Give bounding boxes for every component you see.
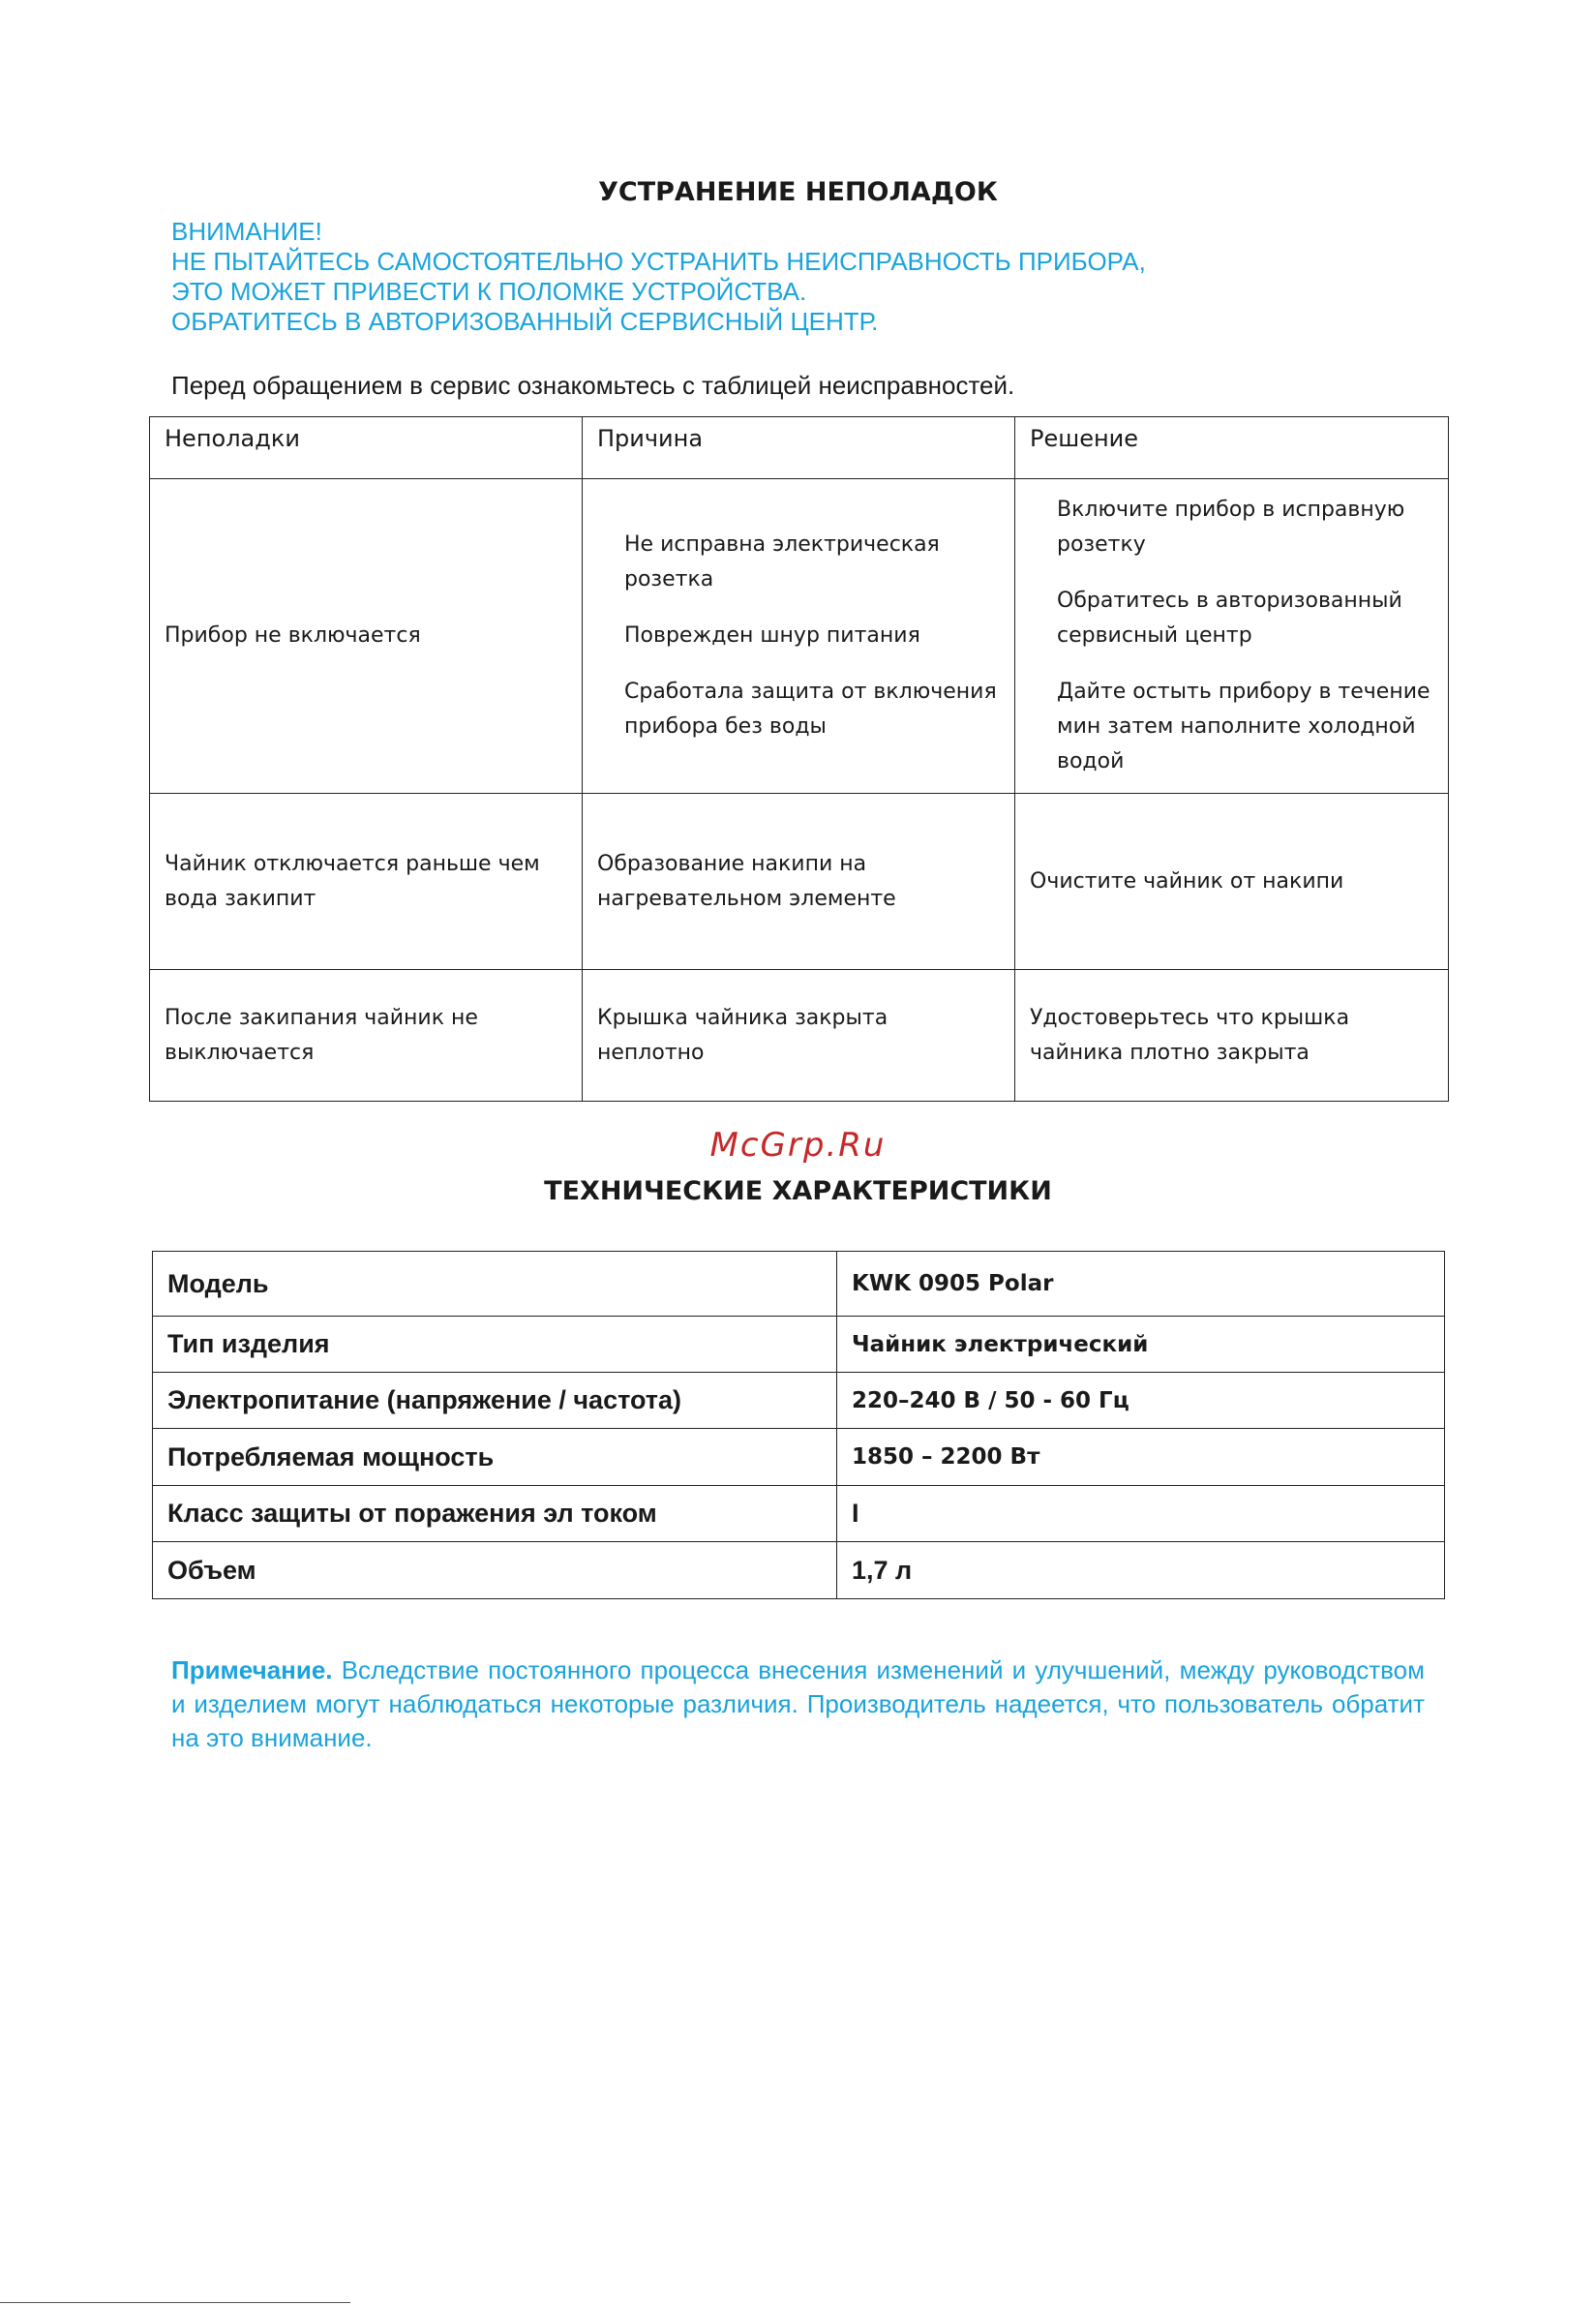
- note-paragraph: [171, 1653, 1425, 1755]
- table-row: [150, 794, 1449, 970]
- spec-value: KWK 0905 Polar: [837, 1252, 1445, 1317]
- spec-label: Тип изделия: [153, 1317, 837, 1373]
- spec-value: 1850 – 2200 Вт: [837, 1429, 1445, 1486]
- header-solution: Решение: [1015, 417, 1449, 479]
- table-row: [153, 1373, 1445, 1429]
- spec-label: Электропитание (напряжение / частота): [153, 1373, 837, 1429]
- table-row: [153, 1317, 1445, 1373]
- cause-cell: [583, 479, 1015, 794]
- header-cause: Причина: [583, 417, 1015, 479]
- cause-item: Сработала защита от включения прибора без воды: [624, 680, 997, 739]
- solution-line: мин затем наполните холодной водой: [1057, 714, 1416, 773]
- cause-cell: Крышка чайника закрыта неплотно: [583, 970, 1015, 1102]
- header-problems: Неполадки: [150, 417, 583, 479]
- table-row: [150, 970, 1449, 1102]
- specs-table: [152, 1251, 1445, 1599]
- solution-item: [1030, 675, 1433, 779]
- solution-item: Включите прибор в исправную розетку: [1057, 498, 1405, 557]
- spec-label: Объем: [153, 1542, 837, 1599]
- footer-divider: [0, 2302, 350, 2303]
- watermark-logo: McGrp.Ru: [709, 1126, 887, 1165]
- spec-label: Потребляемая мощность: [153, 1429, 837, 1486]
- warning-line: НЕ ПЫТАЙТЕСЬ САМОСТОЯТЕЛЬНО УСТРАНИТЬ НЕИСПРАВНОСТЬ ПРИБОРА,: [171, 247, 1146, 276]
- warning-line: ЭТО МОЖЕТ ПРИВЕСТИ К ПОЛОМКЕ УСТРОЙСТВА.: [171, 277, 807, 306]
- spec-value: I: [837, 1486, 1445, 1542]
- table-row: [153, 1429, 1445, 1486]
- note-text: Вследствие постоянного процесса внесения изменений и улучшений, между руководством и изделием могут наблюдаться некоторые различия. Производитель надеется, что пользователь обратит на это внимание.: [171, 1655, 1425, 1752]
- solution-cell: Удостоверьтесь что крышка чайника плотно закрыта: [1015, 970, 1449, 1102]
- specs-title: ТЕХНИЧЕСКИЕ ХАРАКТЕРИСТИКИ: [544, 1176, 1052, 1206]
- problem-cell: Прибор не включается: [150, 479, 583, 794]
- table-row: [150, 479, 1449, 794]
- solution-line: Дайте остыть прибору в течение: [1057, 680, 1430, 704]
- warning-line: ОБРАТИТЕСЬ В АВТОРИЗОВАННЫЙ СЕРВИСНЫЙ ЦЕНТР.: [171, 307, 879, 336]
- spec-label: Класс защиты от поражения эл током: [153, 1486, 837, 1542]
- solution-cell: Очистите чайник от накипи: [1015, 794, 1449, 970]
- note-label: Примечание.: [171, 1655, 333, 1684]
- cause-cell: Образование накипи на нагревательном элементе: [583, 794, 1015, 970]
- solution-item: Обратитесь в авторизованный сервисный центр: [1057, 589, 1402, 648]
- table-header-row: [150, 417, 1449, 479]
- troubleshooting-table: [149, 416, 1449, 1102]
- warning-line: ВНИМАНИЕ!: [171, 217, 322, 246]
- problem-cell: После закипания чайник не выключается: [150, 970, 583, 1102]
- table-row: [153, 1252, 1445, 1317]
- solution-cell: [1015, 479, 1449, 794]
- table-row: [153, 1486, 1445, 1542]
- troubleshooting-title: УСТРАНЕНИЕ НЕПОЛАДОК: [598, 177, 998, 207]
- problem-cell: Чайник отключается раньше чем вода закипит: [150, 794, 583, 970]
- warning-block: [171, 217, 1430, 337]
- spec-value: 1,7 л: [837, 1542, 1445, 1599]
- intro-text: Перед обращением в сервис ознакомьтесь с таблицей неисправностей.: [171, 371, 1015, 400]
- spec-value: 220–240 В / 50 - 60 Гц: [837, 1373, 1445, 1429]
- cause-item: Не исправна электрическая розетка: [624, 532, 940, 591]
- cause-item: Поврежден шнур питания: [624, 623, 920, 648]
- spec-label: Модель: [153, 1252, 837, 1317]
- table-row: [153, 1542, 1445, 1599]
- spec-value: Чайник электрический: [837, 1317, 1445, 1373]
